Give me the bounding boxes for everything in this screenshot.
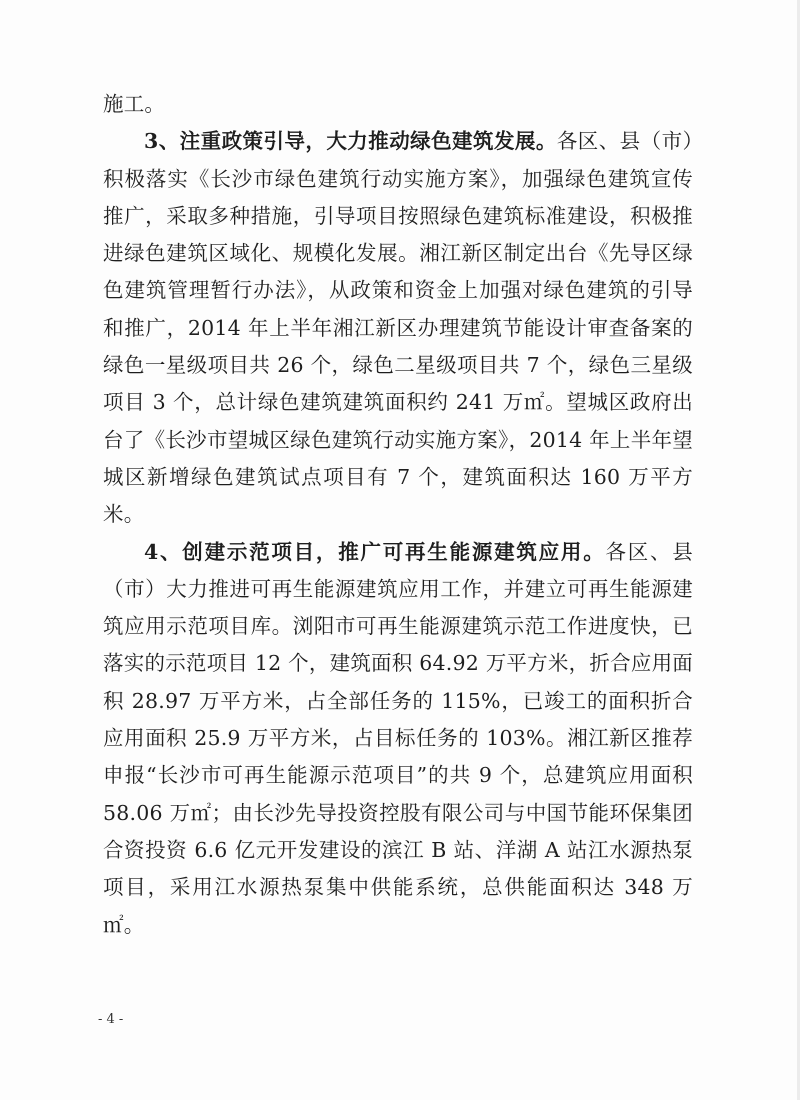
section-3-body: 各区、县（市）积极落实《长沙市绿色建筑行动实施方案》，加强绿色建筑宣传推广，采取多种措施，引导项目按照绿色建筑标准建设，积极推进绿色建筑区域化、规模化发展。湘江新区制定出台《先导区绿色建筑管理暂行办法》，从政策和资金上加强对绿色建筑的引导和推广，2014 年上半年湘江新区办理建筑节能设计审查备案的绿色一星级项目共 26 个，绿色二星级项目共 7 个，绿色三星级项目 3 个，总计绿色建筑建筑面积约 241 万㎡。望城区政府出台了《长沙市望城区绿色建筑行动实施方案》，2014 年上半年望城区新增绿色建筑试点项目有 7 个，建筑面积达 160 万平方米。 (103, 129, 693, 527)
section-3-paragraph (103, 123, 693, 533)
document-body (103, 86, 693, 944)
section-4-body: 各区、县（市）大力推进可再生能源建筑应用工作，并建立可再生能源建筑应用示范项目库。浏阳市可再生能源建筑示范工作进度快，已落实的示范项目 12 个，建筑面积 64.92 万平方米，折合应用面积 28.97 万平方米，占全部任务的 115%，已竣工的面积折合应用面积 25.9 万平方米，占目标任务的 103%。湘江新区推荐申报“长沙市可再生能源示范项目”的共 9 个，总建筑应用面积 58.06 万㎡；由长沙先导投资控股有限公司与中国节能环保集团合资投资 6.6 亿元开发建设的滨江 B 站、洋湖 A 站江水源热泵项目，采用江水源热泵集中供能系统，总供能面积达 348 万㎡。 (103, 539, 693, 937)
continuation-text: 施工。 (103, 92, 166, 116)
section-4-heading: 4、创建示范项目，推广可再生能源建筑应用。 (144, 539, 606, 564)
page-number: - 4 - (98, 1012, 124, 1027)
continuation-paragraph (103, 86, 693, 123)
section-4-paragraph (103, 534, 693, 944)
section-3-heading: 3、注重政策引导，大力推动绿色建筑发展。 (144, 129, 557, 154)
